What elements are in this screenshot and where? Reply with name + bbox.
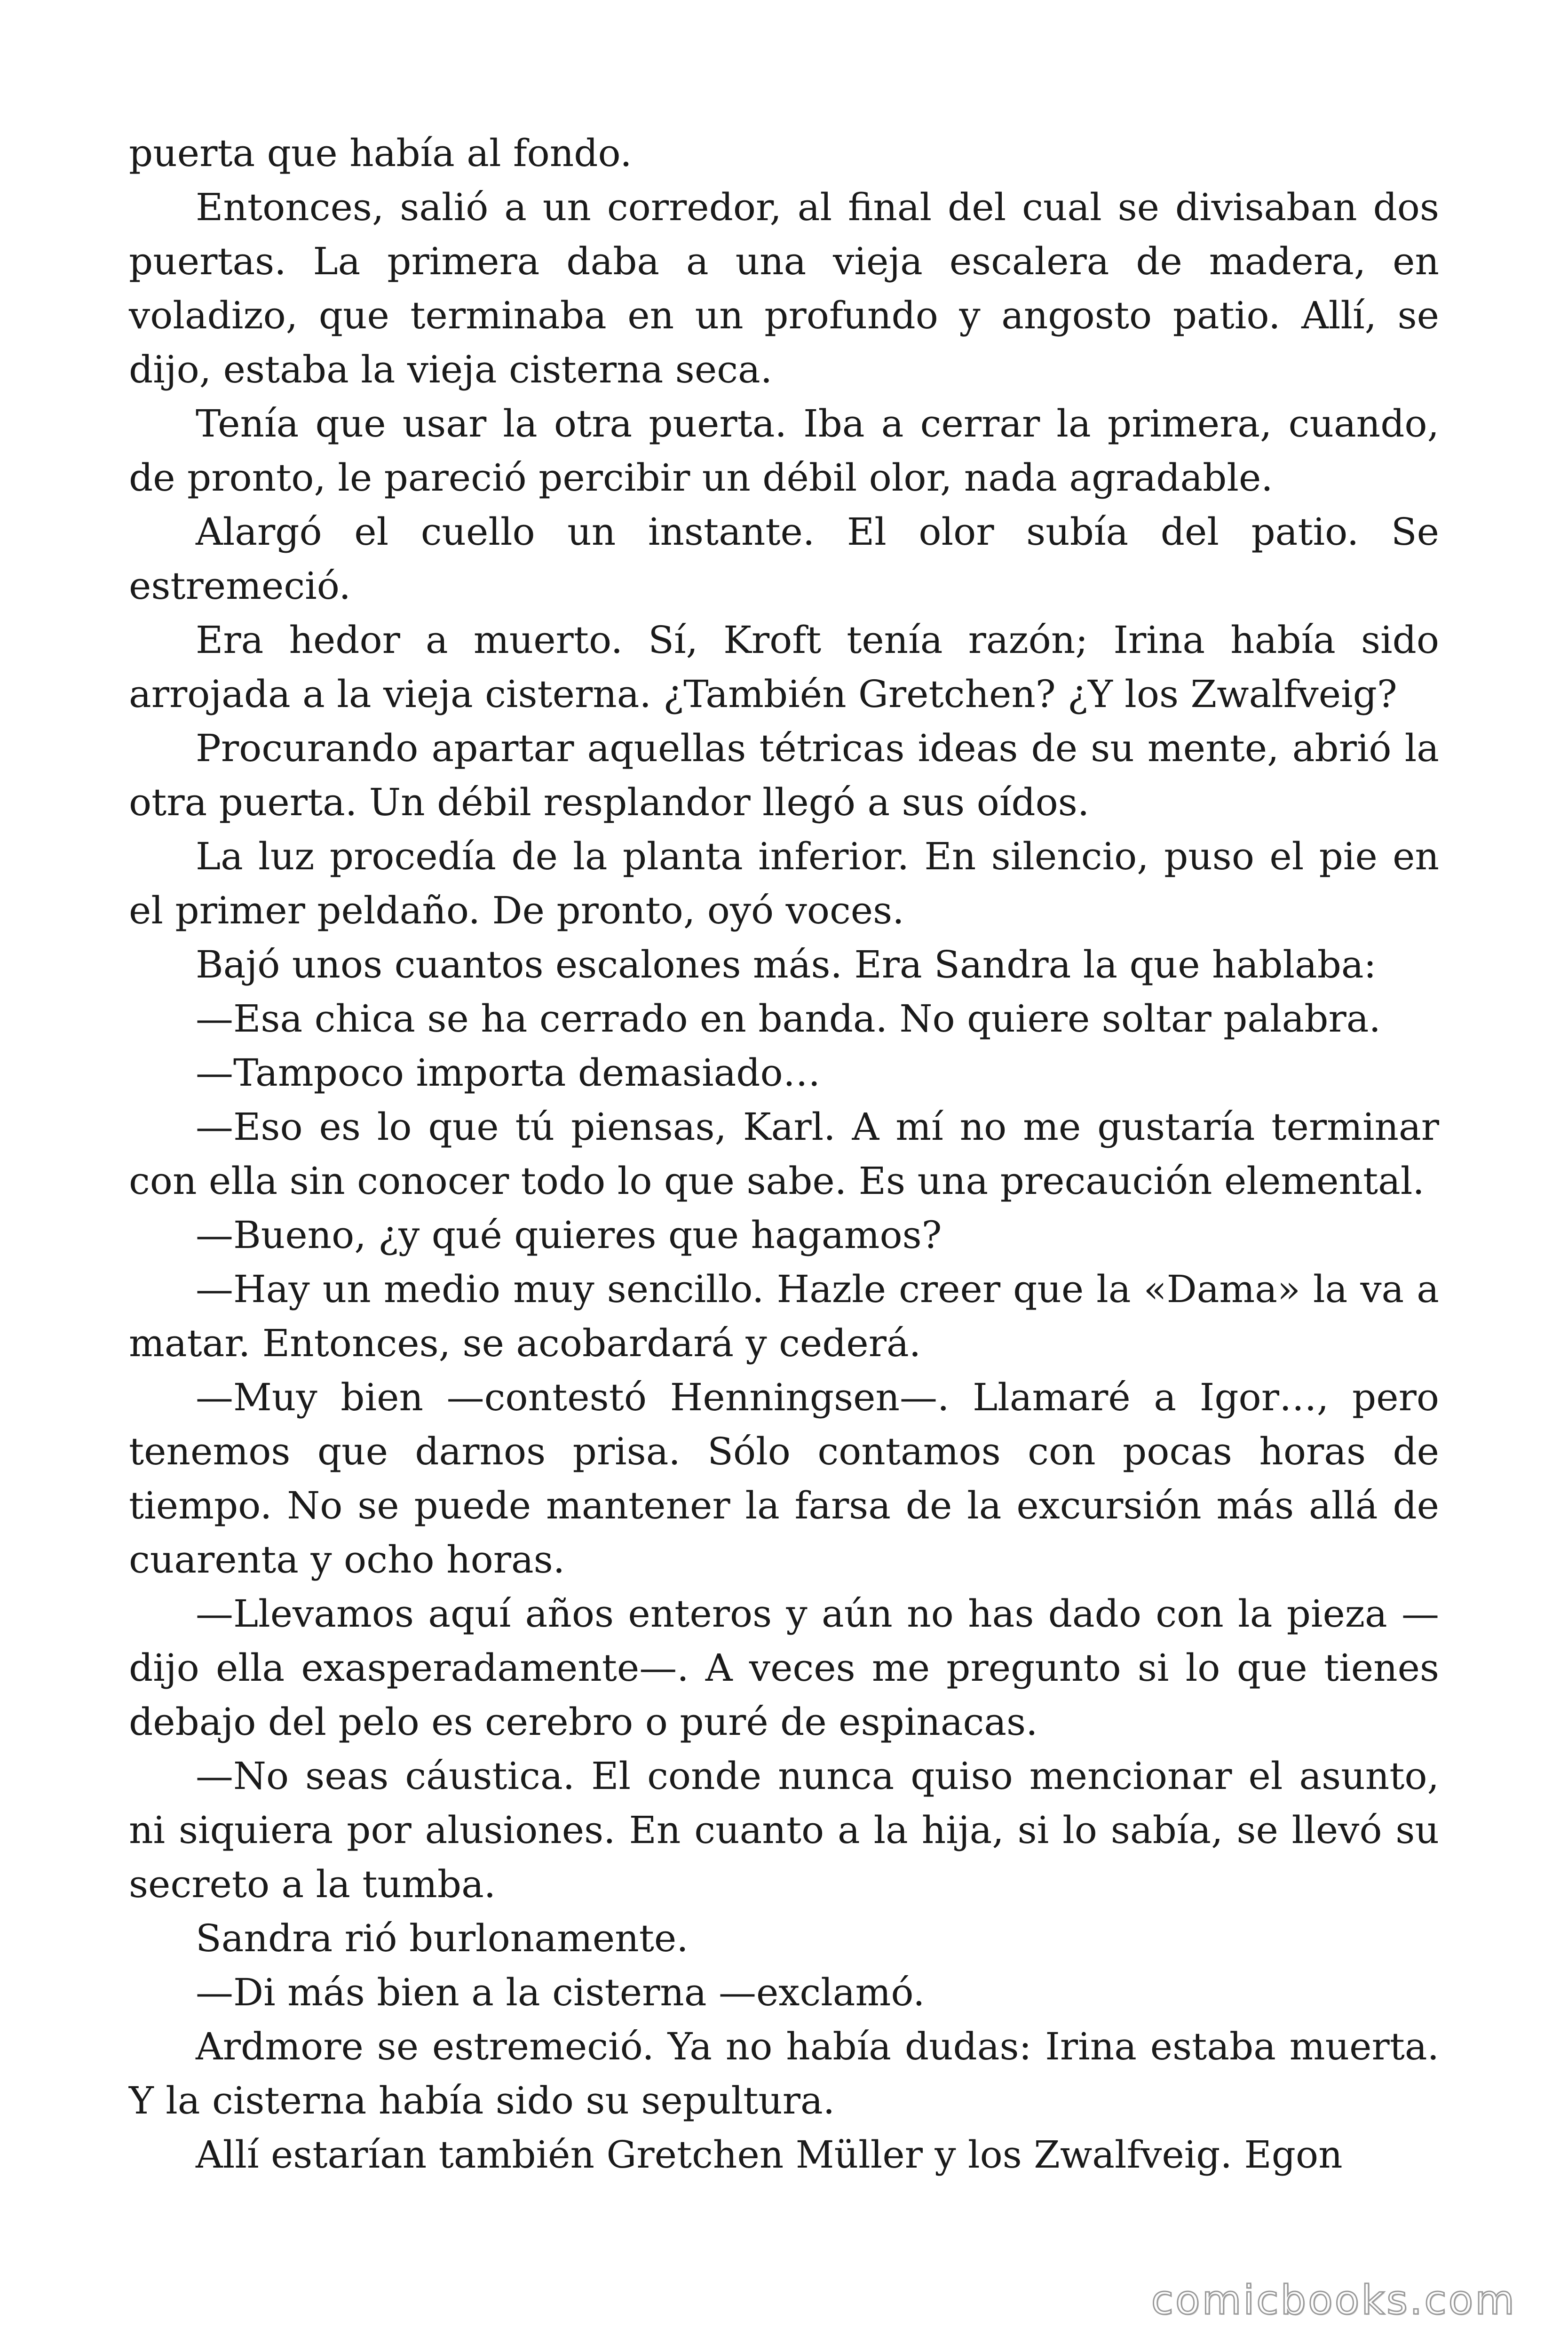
dialogue-line: —Eso es lo que tú piensas, Karl. A mí no me gustaría terminar con ella sin conocer todo lo que sabe. Es una precaución elemental. (129, 1105, 1439, 1203)
watermark-logo: comicbooks.com (1151, 2277, 1516, 2324)
dialogue-line: —Esa chica se ha cerrado en banda. No quiere soltar palabra. (196, 997, 1381, 1041)
paragraph-20: Allí estarían también Gretchen Müller y los Zwalfveig. Egon (196, 2133, 1343, 2177)
paragraph-6: Procurando apartar aquellas tétricas ideas de su mente, abrió la otra puerta. Un débil resplandor llegó a sus oídos. (129, 726, 1439, 824)
dialogue-line: —No seas cáustica. El conde nunca quiso mencionar el asunto, ni siquiera por alusiones. En cuanto a la hija, si lo sabía, se llevó su secreto a la tumba. (129, 1754, 1439, 1906)
dialogue-line: —Tampoco importa demasiado… (196, 1051, 821, 1095)
dialogue-line: —Hay un medio muy sencillo. Hazle creer que la «Dama» la va a matar. Entonces, se acobardará y cederá. (129, 1267, 1439, 1365)
paragraph-1: puerta que había al fondo. (129, 131, 632, 175)
paragraph-3: Tenía que usar la otra puerta. Iba a cerrar la primera, cuando, de pronto, le pareció percibir un débil olor, nada agradable. (129, 402, 1439, 500)
book-page-text (129, 126, 1439, 2182)
dialogue-line: —Bueno, ¿y qué quieres que hagamos? (196, 1213, 942, 1257)
dialogue-line: —Muy bien —contestó Henningsen—. Llamaré a Igor…, pero tenemos que darnos prisa. Sólo contamos con pocas horas de tiempo. No se puede mantener la farsa de la excursión más allá de cuarenta y ocho horas. (129, 1375, 1439, 1581)
paragraph-8: Bajó unos cuantos escalones más. Era Sandra la que hablaba: (196, 943, 1377, 986)
paragraph-5: Era hedor a muerto. Sí, Kroft tenía razón; Irina había sido arrojada a la vieja cisterna. ¿También Gretchen? ¿Y los Zwalfveig? (129, 618, 1439, 716)
dialogue-line: —Di más bien a la cisterna —exclamó. (196, 1971, 925, 2014)
dialogue-line: —Llevamos aquí años enteros y aún no has dado con la pieza —dijo ella exasperadamente—. A veces me pregunto si lo que tienes debajo del pelo es cerebro o puré de espinacas. (129, 1592, 1439, 1744)
paragraph-7: La luz procedía de la planta inferior. En silencio, puso el pie en el primer peldaño. De pronto, oyó voces. (129, 834, 1439, 932)
paragraph-17: Sandra rió burlonamente. (196, 1916, 689, 1960)
paragraph-2: Entonces, salió a un corredor, al final del cual se divisaban dos puertas. La primera daba a una vieja escalera de madera, en voladizo, que terminaba en un profundo y angosto patio. Allí, se dijo, estaba la vieja cisterna seca. (129, 185, 1439, 391)
paragraph-4: Alargó el cuello un instante. El olor subía del patio. Se estremeció. (129, 510, 1439, 608)
paragraph-19: Ardmore se estremeció. Ya no había dudas: Irina estaba muerta. Y la cisterna había sido su sepultura. (129, 2025, 1439, 2122)
